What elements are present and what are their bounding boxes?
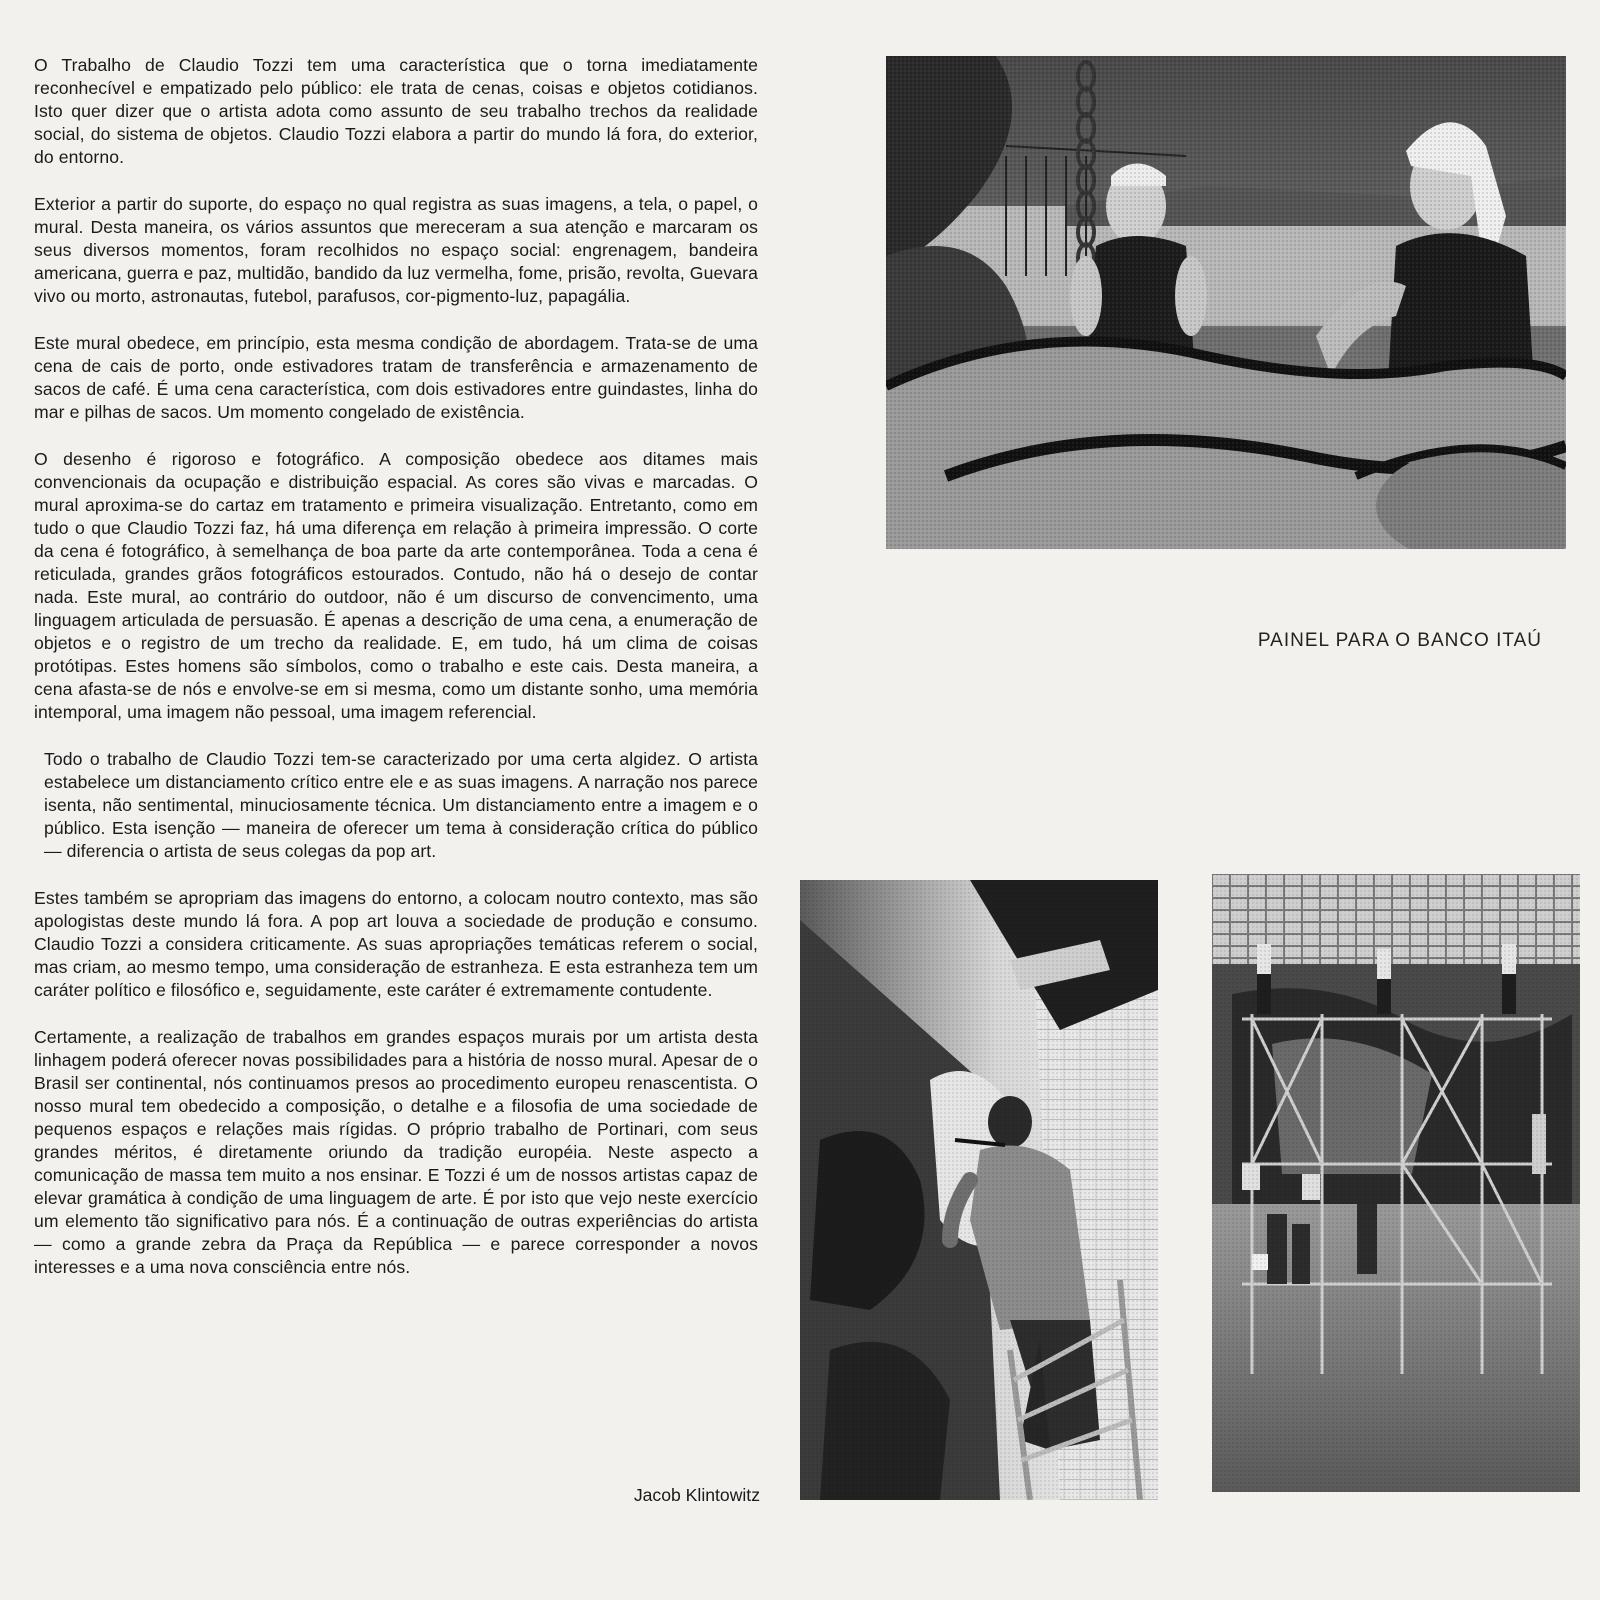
article-paragraph-1: O Trabalho de Claudio Tozzi tem uma característica que o torna imediatamente reconhecível e empatizado pelo público: ele trata de cenas, coisas e objetos cotidianos. Isto quer dizer que o artista adota como assunto de seu trabalho trechos da realidade social, do sistema de objetos. Claudio Tozzi elabora a partir do mundo lá fora, do exterior, do entorno. (34, 55, 758, 167)
article-paragraph-3: Este mural obedece, em princípio, esta mesma condição de abordagem. Trata-se de uma cena de cais de porto, onde estivadores tratam de transferência e armazenamento de sacos de café. É uma cena característica, com dois estivadores entre guindastes, linha do mar e pilhas de sacos. Um momento congelado de existência. (34, 333, 758, 422)
article-paragraph-6: Estes também se apropriam das imagens do entorno, a colocam noutro contexto, mas são apologistas deste mundo lá fora. A pop art louva a sociedade de produção e consumo. Claudio Tozzi a considera criticamente. As suas apropriações temáticas referem o social, mas criam, ao mesmo tempo, uma consideração de estranheza. E esta estranheza tem um caráter político e filosófico e, seguidamente, este caráter é extremamente contudente. (34, 888, 758, 1000)
article-body (34, 54, 758, 1303)
mural-photo (886, 56, 1566, 549)
article-paragraph-2: Exterior a partir do suporte, do espaço no qual registra as suas imagens, a tela, o papel, o mural. Desta maneira, os vários assuntos que mereceram a sua atenção e marcaram os seus diversos momentos, foram recolhidos no espaço social: engrenagem, bandeira americana, guerra e paz, multidão, bandido da luz vermelha, fome, prisão, revolta, Guevara vivo ou morto, astronautas, futebol, parafusos, cor-pigmento-luz, papagália. (34, 194, 758, 306)
mural-photo-illustration (886, 56, 1566, 549)
scaffolding-illustration (1212, 874, 1580, 1492)
article-paragraph-5: Todo o trabalho de Claudio Tozzi tem-se caracterizado por uma certa algidez. O artista estabelece um distanciamento crítico entre ele e as suas imagens. A narração nos parece isenta, não sentimental, minuciosamente técnica. Um distanciamento entre a imagem e o público. Esta isenção — maneira de oferecer um tema à consideração crítica do público — diferencia o artista de seus colegas da pop art. (44, 749, 758, 861)
article-paragraph-7: Certamente, a realização de trabalhos em grandes espaços murais por um artista desta linhagem poderá oferecer novas possibilidades para a história de nosso mural. Apesar de o Brasil ser continental, nós continuamos presos ao procedimento europeu renascentista. O nosso mural tem obedecido a composição, o detalhe e a filosofia de uma sociedade de pequenos espaços e relações mais rígidas. O próprio trabalho de Portinari, com seus grandes méritos, é diretamente oriundo da tradição européia. Neste aspecto a comunicação de massa tem muito a nos ensinar. E Tozzi é um de nossos artistas capaz de elevar gramática à condição de uma linguagem de arte. É por isto que vejo neste exercício um elemento tão significativo para nós. É a continuação de outras experiências do artista — como a grande zebra da Praça da República — e parece corresponder a novos interesses e a uma nova consciência entre nós. (34, 1027, 758, 1277)
artist-on-ladder-photo (800, 880, 1158, 1500)
scaffolding-photo (1212, 874, 1580, 1492)
photo-caption: PAINEL PARA O BANCO ITAÚ (1257, 630, 1542, 651)
article-paragraph-4: O desenho é rigoroso e fotográfico. A composição obedece aos ditames mais convencionais da ocupação e distribuição espacial. As cores são vivas e marcadas. O mural aproxima-se do cartaz em tratamento e primeira visualização. Entretanto, como em tudo o que Claudio Tozzi faz, há uma diferença em relação à primeira impressão. O corte da cena é fotográfico, à semelhança de boa parte da arte contemporânea. Toda a cena é reticulada, grandes grãos fotográficos estourados. Contudo, não há o desejo de contar nada. Este mural, ao contrário do outdoor, não é um discurso de convencimento, uma linguagem articulada de persuasão. É apenas a descrição de uma cena, a enumeração de objetos e o registro de um trecho da realidade. E, em tudo, há um clima de coisas protótipas. Estes homens são símbolos, como o trabalho e este cais. Desta maneira, a cena afasta-se de nós e envolve-se em si mesma, como um distante sonho, uma memória intemporal, uma imagem não pessoal, uma imagem referencial. (34, 449, 758, 722)
author-signature: Jacob Klintowitz (633, 1485, 760, 1505)
artist-on-ladder-illustration (800, 880, 1158, 1500)
